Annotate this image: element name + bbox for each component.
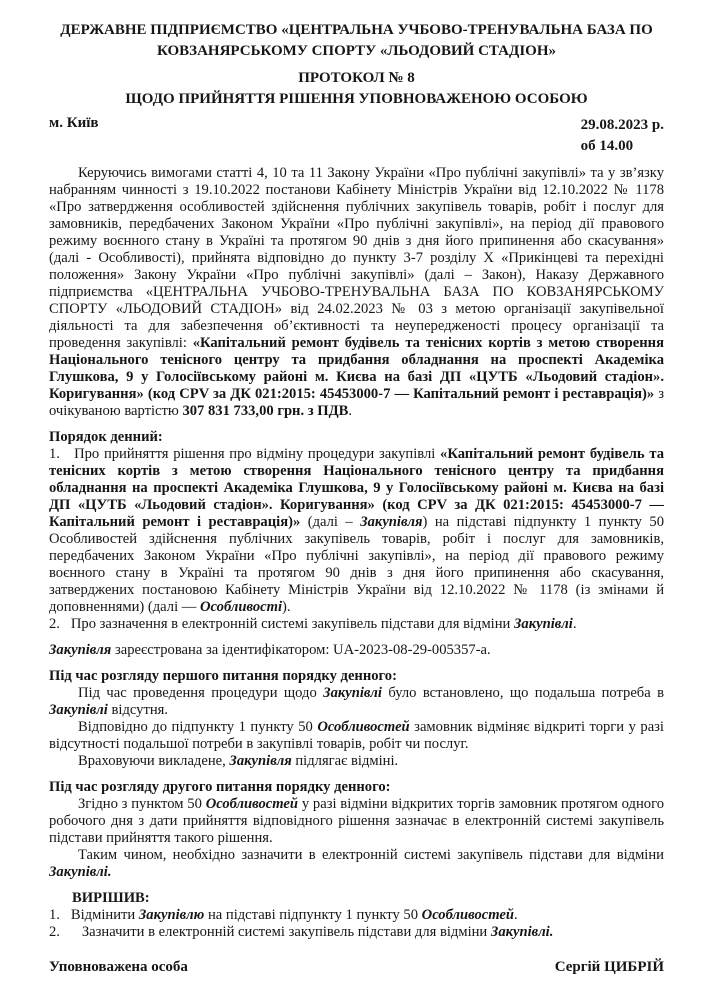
text-run: 2. Зазначити в електронній системі закупівель підстави для відміни xyxy=(49,924,491,940)
text-run: Закупівля xyxy=(229,753,292,769)
procurement-identifier xyxy=(49,642,664,659)
decision-heading xyxy=(49,890,664,907)
document-body xyxy=(49,165,664,941)
text-run: у разі відміни відкритих торгів замовник протягом одного робочого дня з дати прийняття відповідного рішення зазначає в електронній системі закупівель підстави прийняття такого рішення. xyxy=(49,796,665,846)
text-run: на підставі підпункту 1 пункту 50 xyxy=(204,907,422,923)
text-run: «Капітальний ремонт будівель та тенісних кортів з метою створення Національного тенісного центру та придбання обладнання на проспекті Академіка Глушкова, 9 у Голосіївському районі м. Києва на базі ДП «ЦУТБ «Льодовий стадіон». Коригування» (код CPV за ДК 021:2015: 45453000-7 — Капітальний ремонт і реставрація)» xyxy=(49,335,664,402)
text-run: Закупівлі. xyxy=(49,864,112,880)
text-run: (далі – xyxy=(300,514,361,530)
signatory-role: Уповноважена особа xyxy=(49,959,188,975)
text-run: Закупівля xyxy=(360,514,423,530)
organization-name: ДЕРЖАВНЕ ПІДПРИЄМСТВО «ЦЕНТРАЛЬНА УЧБОВО-ТРЕНУВАЛЬНА БАЗА ПО КОВЗАНЯРСЬКОМУ СПОРТУ «ЛЬОДОВИЙ СТАДІОН» xyxy=(60,22,653,59)
text-run: Під час розгляду другого питання порядку денного: xyxy=(49,779,391,795)
agenda-item-2 xyxy=(49,616,664,633)
text-run: було встановлено, що подальша потреба в xyxy=(381,685,664,701)
protocol-title: ПРОТОКОЛ № 8 xyxy=(298,70,415,86)
text-run: ВИРІШИВ: xyxy=(72,890,150,906)
text-run: з очікуваною вартістю xyxy=(49,386,664,419)
question-2-heading xyxy=(49,779,664,796)
text-run: підлягає відміні. xyxy=(291,753,399,769)
text-run: Особливостей xyxy=(205,796,299,812)
text-run: 1. Відмінити xyxy=(49,907,139,923)
text-run: Під час проведення процедури щодо xyxy=(78,685,324,701)
text-run: відсутня. xyxy=(107,702,168,718)
text-run: Відповідно до підпункту 1 пункту 50 xyxy=(78,719,318,735)
text-run: Особливості xyxy=(200,599,282,615)
text-run: Порядок денний: xyxy=(49,429,163,445)
text-run: Керуючись вимогами статті 4, 10 та 11 Закону України «Про публічні закупівлі» та у зв’язку набранням чинності з 19.10.2022 постанови Кабінету Міністрів України від 12.10.2022 № 1178 «Про затвердження особливостей здійснення публічних закупівель товарів, робіт і послуг для замовників, передбачених Законом України «Про публічні закупівлі», на період дії правового режиму воєнного стану в Україні та протягом 90 днів з дня його припинення або скасування» (далі - Особливості), прийнята відповідно до пункту 3-7 розділу X «Прикінцеві та перехідні положення» Закону України «Про публічні закупівлі» (далі – Закон), Наказу Державного підприємства «ЦЕНТРАЛЬНА УЧБОВО-ТРЕНУВАЛЬНА БАЗА ПО КОВЗАНЯРСЬКОМУ СПОРТУ «ЛЬОДОВИЙ СТАДІОН» від 24.02.2023 № 03 з метою організації закупівельної діяльності та для забезпечення об’єктивності та неупередженості процесу організації та проведення закупівлі: xyxy=(49,165,664,351)
document-footer xyxy=(49,959,664,976)
preamble xyxy=(49,165,664,420)
decision-item-2 xyxy=(49,924,664,941)
text-run: . xyxy=(514,907,518,923)
text-run: . xyxy=(572,616,577,632)
question-1-para-3 xyxy=(49,753,664,770)
decision-item-1 xyxy=(49,907,664,924)
text-run: Особливостей xyxy=(317,719,410,735)
text-run: Згідно з пунктом 50 xyxy=(78,796,206,812)
text-run: зареєстрована за ідентифікатором: UA-2023-08-29-005357-a. xyxy=(111,642,491,658)
text-run: Враховуючи викладене, xyxy=(78,753,230,769)
text-run: . xyxy=(348,403,353,419)
document-time: об 14.00 xyxy=(580,138,634,154)
protocol-subtitle: ЩОДО ПРИЙНЯТТЯ РІШЕННЯ УПОВНОВАЖЕНОЮ ОСОБОЮ xyxy=(125,91,588,107)
text-run: Таким чином, необхідно зазначити в електронній системі закупівель підстави для відміни xyxy=(78,847,664,863)
text-run: Закупівлі xyxy=(49,702,108,718)
text-run: Під час розгляду першого питання порядку денного: xyxy=(49,668,397,684)
question-2-para-2 xyxy=(49,847,664,881)
document-city: м. Київ xyxy=(49,115,99,131)
text-run: «Капітальний ремонт будівель та тенісних кортів з метою створення Національного тенісного центру та придбання обладнання на проспекті Академіка Глушкова, 9 у Голосіївському районі м. Києва на базі ДП «ЦУТБ «Льодовий стадіон». Коригування» (код CPV за ДК 021:2015: 45453000-7 — Капітальний ремонт і реставрація)» xyxy=(49,446,665,530)
question-1-para-1 xyxy=(49,685,664,719)
text-run: Закупівлю xyxy=(138,907,205,923)
signatory-name: Сергій ЦИБРІЙ xyxy=(554,959,664,975)
document-date: 29.08.2023 р. xyxy=(580,117,664,133)
agenda-heading xyxy=(49,429,664,446)
text-run: 307 831 733,00 грн. з ПДВ xyxy=(182,403,349,419)
text-run: ). xyxy=(282,599,291,615)
agenda-item-1 xyxy=(49,446,664,616)
text-run: Закупівлі xyxy=(323,685,382,701)
question-2-para-1 xyxy=(49,796,664,847)
text-run: замовник відміняє відкриті торги у разі відсутності подальшої потреби в закупівлі товарів, робіт чи послуг. xyxy=(49,719,664,752)
document-header xyxy=(49,20,664,157)
place-date-row xyxy=(49,115,664,157)
text-run: Особливостей xyxy=(421,907,514,923)
text-run: Закупівлі. xyxy=(490,924,554,940)
text-run: Закупівлі xyxy=(514,616,573,632)
date-block xyxy=(581,115,664,157)
text-run: Закупівля xyxy=(49,642,112,658)
text-run: 2. Про зазначення в електронній системі закупівель підстави для відміни xyxy=(49,616,514,632)
text-run: 1. Про прийняття рішення про відміну процедури закупівлі xyxy=(49,446,441,462)
question-1-para-2 xyxy=(49,719,664,753)
question-1-heading xyxy=(49,668,664,685)
text-run: ) на підставі підпункту 1 пункту 50 Особливостей здійснення публічних закупівель товарів, робіт і послуг для замовників, передбачених Законом України «Про публічні закупівлі», на період дії правового режиму воєнного стану в Україні та протягом 90 днів з дня його припинення або скасування, затверджених постановою Кабінету Міністрів України від 12.10.2022 № 1178 (із змінами й доповненнями) (далі — xyxy=(49,514,664,615)
